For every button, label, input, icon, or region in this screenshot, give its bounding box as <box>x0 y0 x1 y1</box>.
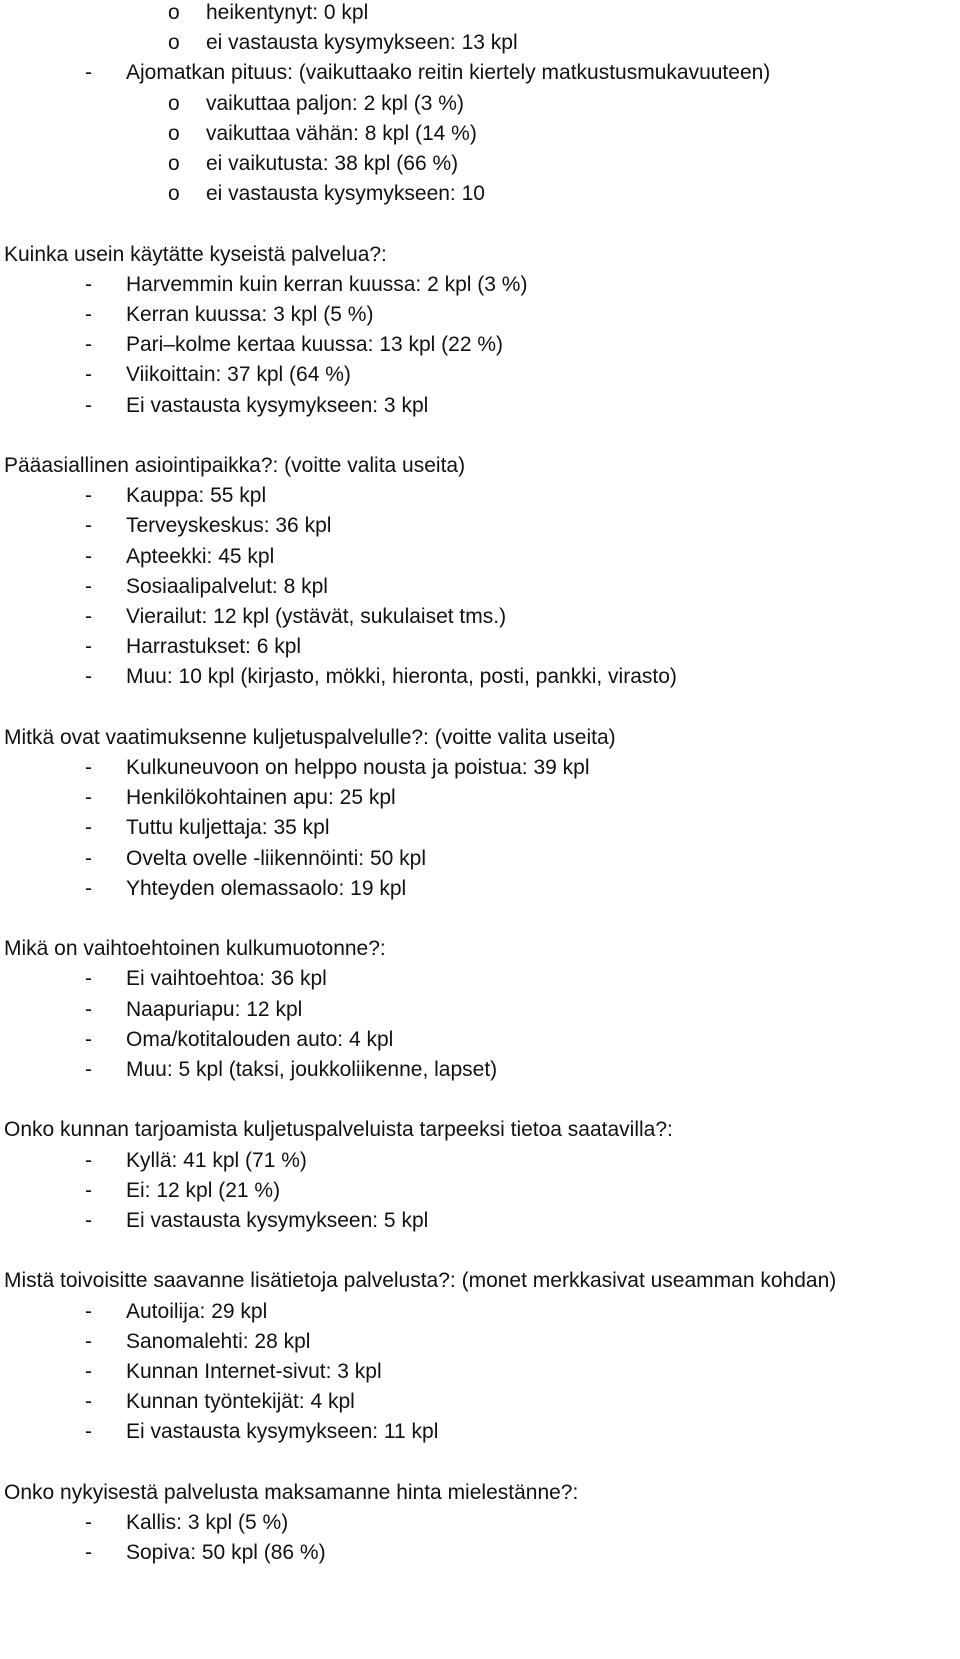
item-text: Kunnan työntekijät: 4 kpl <box>126 1390 355 1414</box>
circle-bullet: o <box>168 91 180 115</box>
item-text: Kerran kuussa: 3 kpl (5 %) <box>126 303 374 326</box>
dash-bullet: - <box>85 303 92 326</box>
item-text: ei vastausta kysymykseen: 13 kpl <box>206 31 518 55</box>
dash-bullet: - <box>85 1541 92 1565</box>
dash-bullet: - <box>85 484 92 508</box>
heading-text: Onko kunnan tarjoamista kuljetuspalveluista tarpeeksi tietoa saatavilla?: <box>4 1118 673 1142</box>
dash-bullet: - <box>85 1511 92 1534</box>
dash-bullet: - <box>85 1148 92 1172</box>
item-text: Apteekki: 45 kpl <box>126 544 275 568</box>
item-text: Kulkuneuvoon on helppo nousta ja poistua: 39 kpl <box>126 756 590 779</box>
item-text: Autoilija: 29 kpl <box>126 1299 268 1323</box>
item-text: ei vaikutusta: 38 kpl (66 %) <box>206 152 459 175</box>
dash-bullet: - <box>85 333 92 357</box>
item-text: Sanomalehti: 28 kpl <box>126 1329 311 1353</box>
item-text: Henkilökohtainen apu: 25 kpl <box>126 786 396 810</box>
circle-bullet: o <box>168 1 180 24</box>
item-text: Tuttu kuljettaja: 35 kpl <box>126 816 330 840</box>
dash-bullet: - <box>85 967 92 991</box>
dash-bullet: - <box>85 635 92 659</box>
circle-bullet: o <box>168 121 180 145</box>
item-text: ei vastausta kysymykseen: 10 <box>206 182 485 206</box>
item-text: Naapuriapu: 12 kpl <box>126 997 303 1021</box>
dash-bullet: - <box>85 665 92 689</box>
dash-bullet: - <box>85 846 92 870</box>
item-text: Harrastukset: 6 kpl <box>126 635 302 659</box>
heading-text: Mitkä ovat vaatimuksenne kuljetuspalvelulle?: (voitte valita useita) <box>4 725 616 749</box>
item-text: Harvemmin kuin kerran kuussa: 2 kpl (3 %) <box>126 272 528 296</box>
dash-bullet: - <box>85 756 92 779</box>
item-text: Ei vastausta kysymykseen: 3 kpl <box>126 393 429 417</box>
heading-text: Mistä toivoisitte saavanne lisätietoja palvelusta?: (monet merkkasivat useamman kohdan) <box>4 1269 837 1293</box>
item-text: Ei vastausta kysymykseen: 5 kpl <box>126 1209 429 1232</box>
dash-bullet: - <box>85 997 92 1021</box>
dash-bullet: - <box>85 876 92 900</box>
dash-bullet: - <box>85 605 92 628</box>
dash-bullet: - <box>85 574 92 598</box>
dash-bullet: - <box>85 544 92 568</box>
item-text: Ajomatkan pituus: (vaikuttaako reitin kiertely matkustusmukavuuteen) <box>126 61 771 85</box>
item-text: Pari–kolme kertaa kuussa: 13 kpl (22 %) <box>126 333 504 357</box>
dash-bullet: - <box>85 514 92 538</box>
item-text: Oma/kotitalouden auto: 4 kpl <box>126 1027 394 1051</box>
item-text: Kyllä: 41 kpl (71 %) <box>126 1148 307 1172</box>
item-text: Viikoittain: 37 kpl (64 %) <box>126 363 351 387</box>
dash-bullet: - <box>85 272 92 296</box>
circle-bullet: o <box>168 31 180 55</box>
item-text: Yhteyden olemassaolo: 19 kpl <box>126 876 407 900</box>
dash-bullet: - <box>85 786 92 810</box>
item-text: Kauppa: 55 kpl <box>126 484 267 508</box>
item-text: Ovelta ovelle -liikennöinti: 50 kpl <box>126 846 426 870</box>
circle-bullet: o <box>168 182 180 206</box>
heading-text: Mikä on vaihtoehtoinen kulkumuotonne?: <box>4 937 386 961</box>
dash-bullet: - <box>85 1027 92 1051</box>
dash-bullet: - <box>85 1390 92 1414</box>
dash-bullet: - <box>85 1329 92 1353</box>
dash-bullet: - <box>85 1178 92 1202</box>
dash-bullet: - <box>85 393 92 417</box>
item-text: Sosiaalipalvelut: 8 kpl <box>126 574 328 598</box>
item-text: Terveyskeskus: 36 kpl <box>126 514 332 538</box>
dash-bullet: - <box>85 1209 92 1232</box>
dash-bullet: - <box>85 1360 92 1383</box>
item-text: Ei: 12 kpl (21 %) <box>126 1178 281 1202</box>
heading-text: Onko nykyisestä palvelusta maksamanne hinta mielestänne?: <box>4 1480 579 1504</box>
item-text: Kallis: 3 kpl (5 %) <box>126 1511 289 1534</box>
dash-bullet: - <box>85 1420 92 1444</box>
item-text: Ei vastausta kysymykseen: 11 kpl <box>126 1420 439 1444</box>
dash-bullet: - <box>85 363 92 387</box>
dash-bullet: - <box>85 1299 92 1323</box>
dash-bullet: - <box>85 816 92 840</box>
item-text: Muu: 10 kpl (kirjasto, mökki, hieronta, posti, pankki, virasto) <box>126 665 677 689</box>
item-text: heikentynyt: 0 kpl <box>206 1 369 24</box>
item-text: Kunnan Internet-sivut: 3 kpl <box>126 1360 382 1383</box>
item-text: Ei vaihtoehtoa: 36 kpl <box>126 967 327 991</box>
dash-bullet: - <box>85 61 92 85</box>
circle-bullet: o <box>168 152 180 175</box>
item-text: vaikuttaa vähän: 8 kpl (14 %) <box>206 121 477 145</box>
item-text: Vierailut: 12 kpl (ystävät, sukulaiset tms.) <box>126 605 507 628</box>
item-text: vaikuttaa paljon: 2 kpl (3 %) <box>206 91 464 115</box>
heading-text: Kuinka usein käytätte kyseistä palvelua?: <box>4 242 387 266</box>
item-text: Muu: 5 kpl (taksi, joukkoliikenne, lapset) <box>126 1058 498 1081</box>
heading-text: Pääasiallinen asiointipaikka?: (voitte valita useita) <box>4 454 466 477</box>
dash-bullet: - <box>85 1058 92 1081</box>
item-text: Sopiva: 50 kpl (86 %) <box>126 1541 326 1565</box>
